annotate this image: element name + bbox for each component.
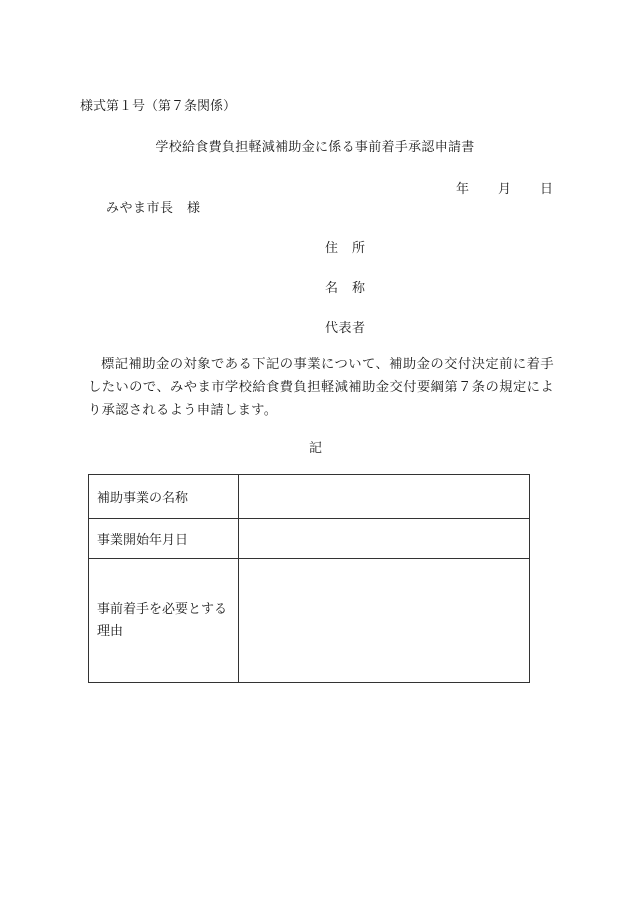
applicant-representative-label: 代表者 xyxy=(325,321,366,336)
date-line xyxy=(456,178,553,197)
table-row xyxy=(89,519,530,559)
date-month: 月 xyxy=(498,182,512,197)
form-number: 様式第１号（第７条関係） xyxy=(80,99,237,114)
applicant-address-label: 住 所 xyxy=(325,241,366,256)
project-name-label: 補助事業の名称 xyxy=(89,475,239,519)
table-row xyxy=(89,559,530,683)
application-body-text: 標記補助金の対象である下記の事業について、補助金の交付決定前に着手したいので、みやま市学校給食費負担軽減補助金交付要綱第７条の規定により承認されるよう申請します。 xyxy=(88,357,554,418)
addressee: みやま市長 様 xyxy=(106,201,201,216)
start-date-label: 事業開始年月日 xyxy=(89,519,239,559)
start-date-field[interactable] xyxy=(239,519,530,559)
applicant-name-label: 名 称 xyxy=(325,281,366,296)
date-day: 日 xyxy=(540,182,554,197)
date-year: 年 xyxy=(456,182,470,197)
reason-label: 事前着手を必要とする理由 xyxy=(89,559,239,683)
document-title: 学校給食費負担軽減補助金に係る事前着手承認申請書 xyxy=(155,140,475,155)
table-row xyxy=(89,475,530,519)
reason-field[interactable] xyxy=(239,559,530,683)
application-details-table xyxy=(88,474,530,683)
project-name-field[interactable] xyxy=(239,475,530,519)
ki-heading: 記 xyxy=(309,441,323,456)
